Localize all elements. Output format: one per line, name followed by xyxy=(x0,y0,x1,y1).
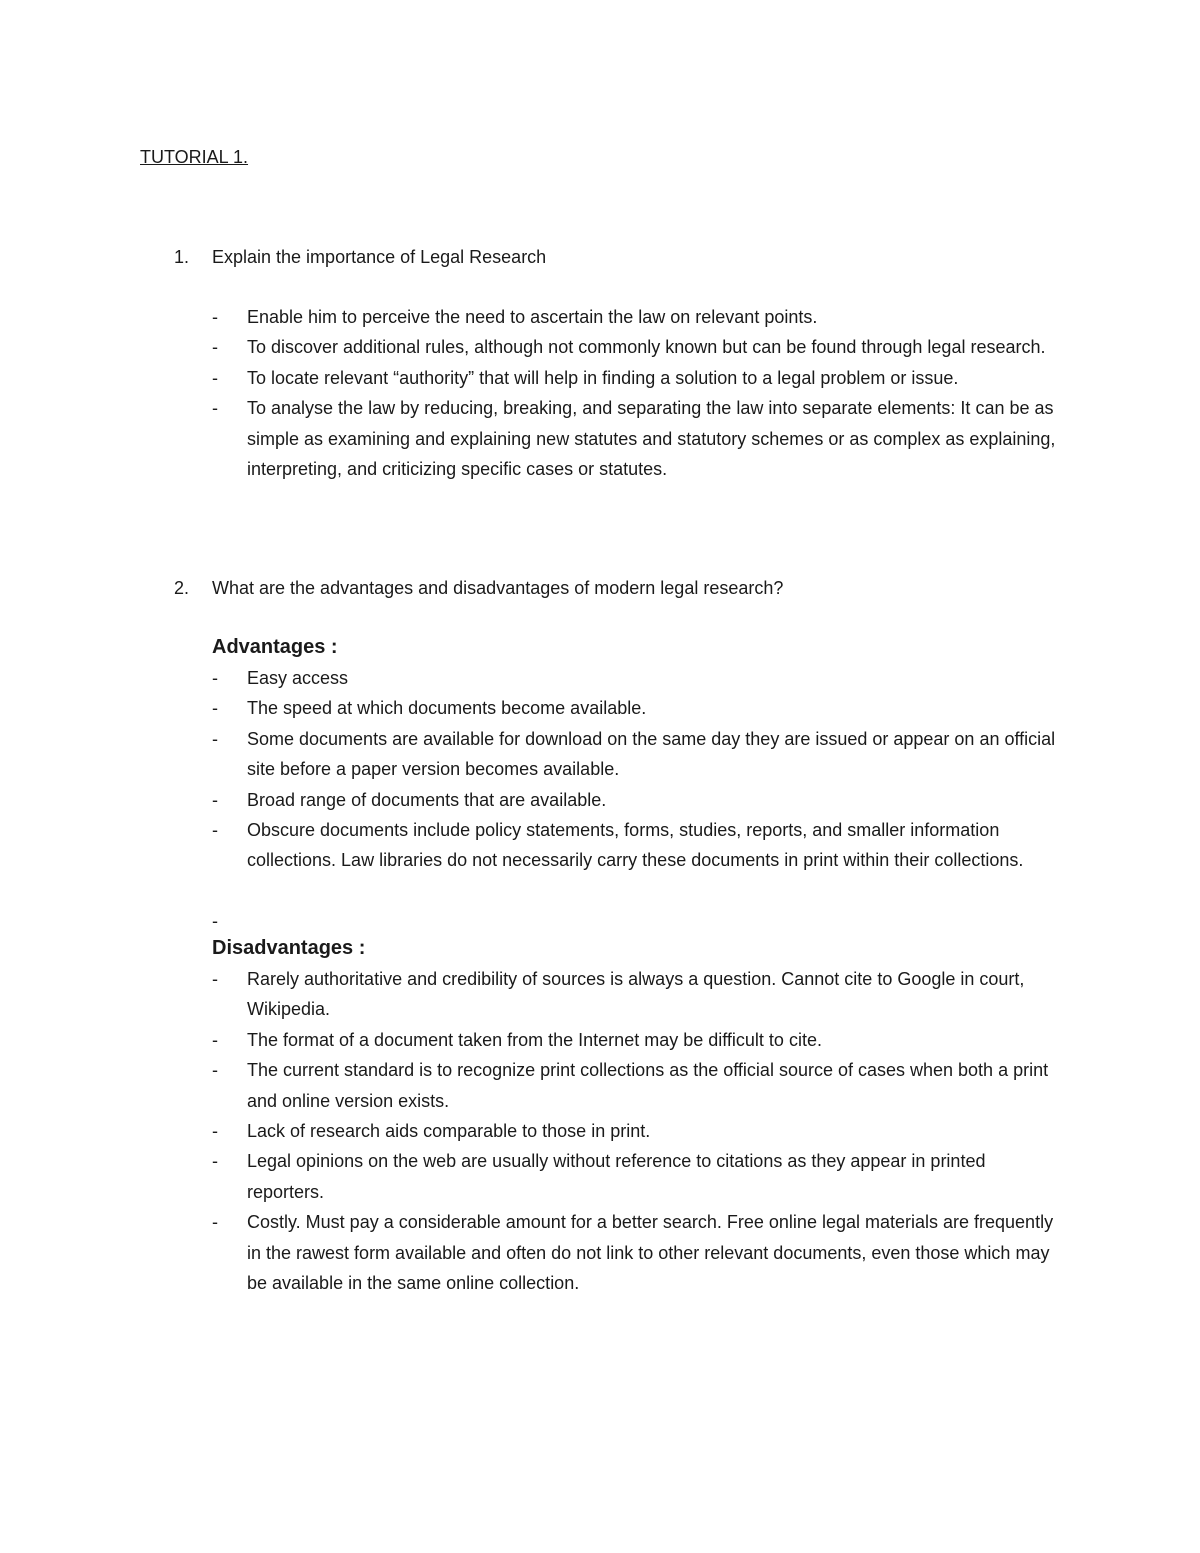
list-item: - To locate relevant “authority” that will help in finding a solution to a legal problem or issue. xyxy=(212,363,1062,393)
list-item: - Legal opinions on the web are usually without reference to citations as they appear in printed reporters. xyxy=(212,1146,1062,1207)
list-item: - Enable him to perceive the need to ascertain the law on relevant points. xyxy=(212,302,1062,332)
importance-list xyxy=(212,302,1062,484)
bullet-dash: - xyxy=(212,1121,218,1142)
question-2 xyxy=(174,577,783,599)
bullet-dash: - xyxy=(212,1060,218,1081)
bullet-dash: - xyxy=(212,398,218,419)
question-text: Explain the importance of Legal Research xyxy=(212,247,547,267)
list-item: - Some documents are available for download on the same day they are issued or appear on an official site before a paper version becomes available. xyxy=(212,724,1062,785)
bullet-dash: - xyxy=(212,969,218,989)
bullet-dash: - xyxy=(212,1212,218,1233)
bullet-dash: - xyxy=(212,668,218,688)
question-1 xyxy=(174,246,546,268)
list-item: - Broad range of documents that are available. xyxy=(212,785,1062,815)
question-number: 1. xyxy=(174,247,190,267)
bullet-dash: - xyxy=(212,728,218,749)
bullet-dash: - xyxy=(212,789,218,810)
bullet-dash: - xyxy=(212,367,218,388)
empty-bullet: - xyxy=(212,911,218,931)
question-number: 2. xyxy=(174,578,190,598)
bullet-dash: - xyxy=(212,698,218,719)
list-item: - Costly. Must pay a considerable amount for a better search. Free online legal materials are frequently in the rawest form available and often do not link to other relevant documents, even those which may be available in the same online collection. xyxy=(212,1207,1062,1298)
list-item: - The format of a document taken from the Internet may be difficult to cite. xyxy=(212,1025,1062,1055)
list-item: - The speed at which documents become available. xyxy=(212,693,1062,723)
bullet-dash: - xyxy=(212,1029,218,1050)
disadvantages-list xyxy=(212,964,1062,1298)
question-text: What are the advantages and disadvantages of modern legal research? xyxy=(212,578,784,598)
list-item: - Lack of research aids comparable to those in print. xyxy=(212,1116,1062,1146)
list-item: - The current standard is to recognize print collections as the official source of cases when both a print and online version exists. xyxy=(212,1055,1062,1116)
advantages-list xyxy=(212,663,1062,876)
list-item: - To discover additional rules, although not commonly known but can be found through legal research. xyxy=(212,332,1062,362)
list-item: - Obscure documents include policy statements, forms, studies, reports, and smaller information collections. Law libraries do not necessarily carry these documents in print within their collections. xyxy=(212,815,1062,876)
disadvantages-heading: Disadvantages : xyxy=(212,937,366,959)
list-item: - To analyse the law by reducing, breaking, and separating the law into separate elements: It can be as simple as examining and explaining new statutes and statutory schemes or as complex as explaining, interpreting, and criticizing specific cases or statutes. xyxy=(212,393,1062,484)
advantages-heading: Advantages : xyxy=(212,636,338,658)
list-item: - Rarely authoritative and credibility of sources is always a question. Cannot cite to Google in court, Wikipedia. xyxy=(212,964,1062,1025)
list-item: - Easy access xyxy=(212,663,1062,693)
bullet-dash: - xyxy=(212,337,218,358)
document-title: TUTORIAL 1. xyxy=(140,147,249,167)
bullet-dash: - xyxy=(212,820,218,841)
bullet-dash: - xyxy=(212,1151,218,1172)
bullet-dash: - xyxy=(212,307,218,327)
